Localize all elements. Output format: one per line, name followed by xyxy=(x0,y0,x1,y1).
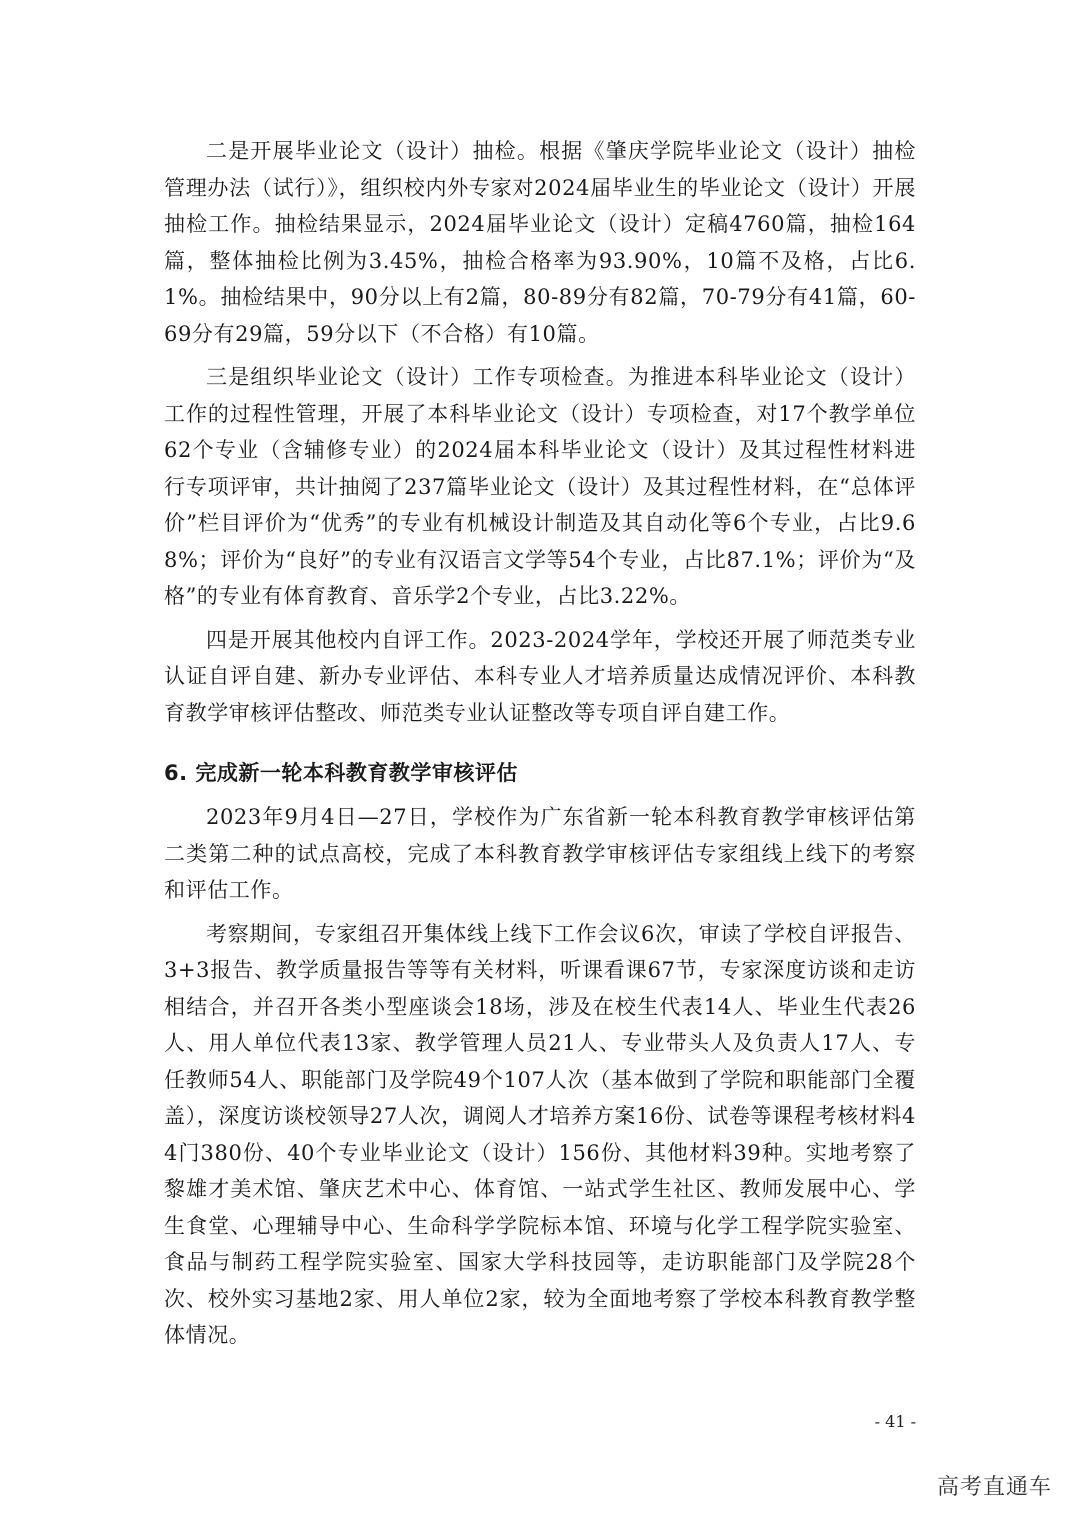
paragraph-thesis-spot-check: 二是开展毕业论文（设计）抽检。根据《肇庆学院毕业论文（设计）抽检管理办法（试行）》，组织校内外专家对2024届毕业生的毕业论文（设计）开展抽检工作。抽检结果显示，2024届毕业论文（设计）定稿4760篇，抽检164篇，整体抽检比例为3.45%，抽检合格率为93.90%，10篇不及格，占比6.1%。抽检结果中，90分以上有2篇，80-89分有82篇，70-79分有41篇，60-69分有29篇，59分以下（不合格）有10篇。 xyxy=(164,139,916,346)
source-watermark: 高考直通车 xyxy=(936,1475,1052,1500)
paragraph-audit-evaluation-intro: 2023年9月4日—27日，学校作为广东省新一轮本科教育教学审核评估第二类第二种的试点高校，完成了本科教育教学审核评估专家组线上线下的考察和评估工作。 xyxy=(164,805,916,902)
section-heading: 6. 完成新一轮本科教育教学审核评估 xyxy=(164,761,518,785)
paragraph-audit-inspection-details: 考察期间，专家组召开集体线上线下工作会议6次，审读了学校自评报告、3+3报告、教学质量报告等等有关材料，听课看课67节，专家深度访谈和走访相结合，并召开各类小型座谈会18场，涉及在校生代表14人、毕业生代表26人、用人单位代表13家、教学管理人员21人、专业带头人及负责人17人、专任教师54人、职能部门及学院49个107人次（基本做到了学院和职能部门全覆盖），深度访谈校领导27人次，调阅人才培养方案16份、试卷等课程考核材料44门380份、40个专业毕业论文（设计）156份、其他材料39种。实地考察了黎雄才美术馆、肇庆艺术中心、体育馆、一站式学生社区、教师发展中心、学生食堂、心理辅导中心、生命科学学院标本馆、环境与化学工程学院实验室、食品与制药工程学院实验室、国家大学科技园等，走访职能部门及学院28个次、校外实习基地2家、用人单位2家，较为全面地考察了学校本科教育教学整体情况。 xyxy=(164,921,916,1347)
paragraph-thesis-special-inspection: 三是组织毕业论文（设计）工作专项检查。为推进本科毕业论文（设计）工作的过程性管理，开展了本科毕业论文（设计）专项检查，对17个教学单位62个专业（含辅修专业）的2024届本科毕业论文（设计）及其过程性材料进行专项评审，共计抽阅了237篇毕业论文（设计）及其过程性材料，在“总体评价”栏目评价为“优秀”的专业有机械设计制造及其自动化等6个专业，占比9.68%；评价为“良好”的专业有汉语言文学等54个专业，占比87.1%；评价为“及格”的专业有体育教育、音乐学2个专业，占比3.22%。 xyxy=(164,365,916,608)
page-content xyxy=(164,133,916,1361)
page-number: - 41 - xyxy=(874,1412,916,1431)
paragraph-other-self-evaluation: 四是开展其他校内自评工作。2023-2024学年，学校还开展了师范类专业认证自评自建、新办专业评估、本科专业人才培养质量达成情况评价、本科教育教学审核评估整改、师范类专业认证整改等专项自评自建工作。 xyxy=(164,627,916,725)
